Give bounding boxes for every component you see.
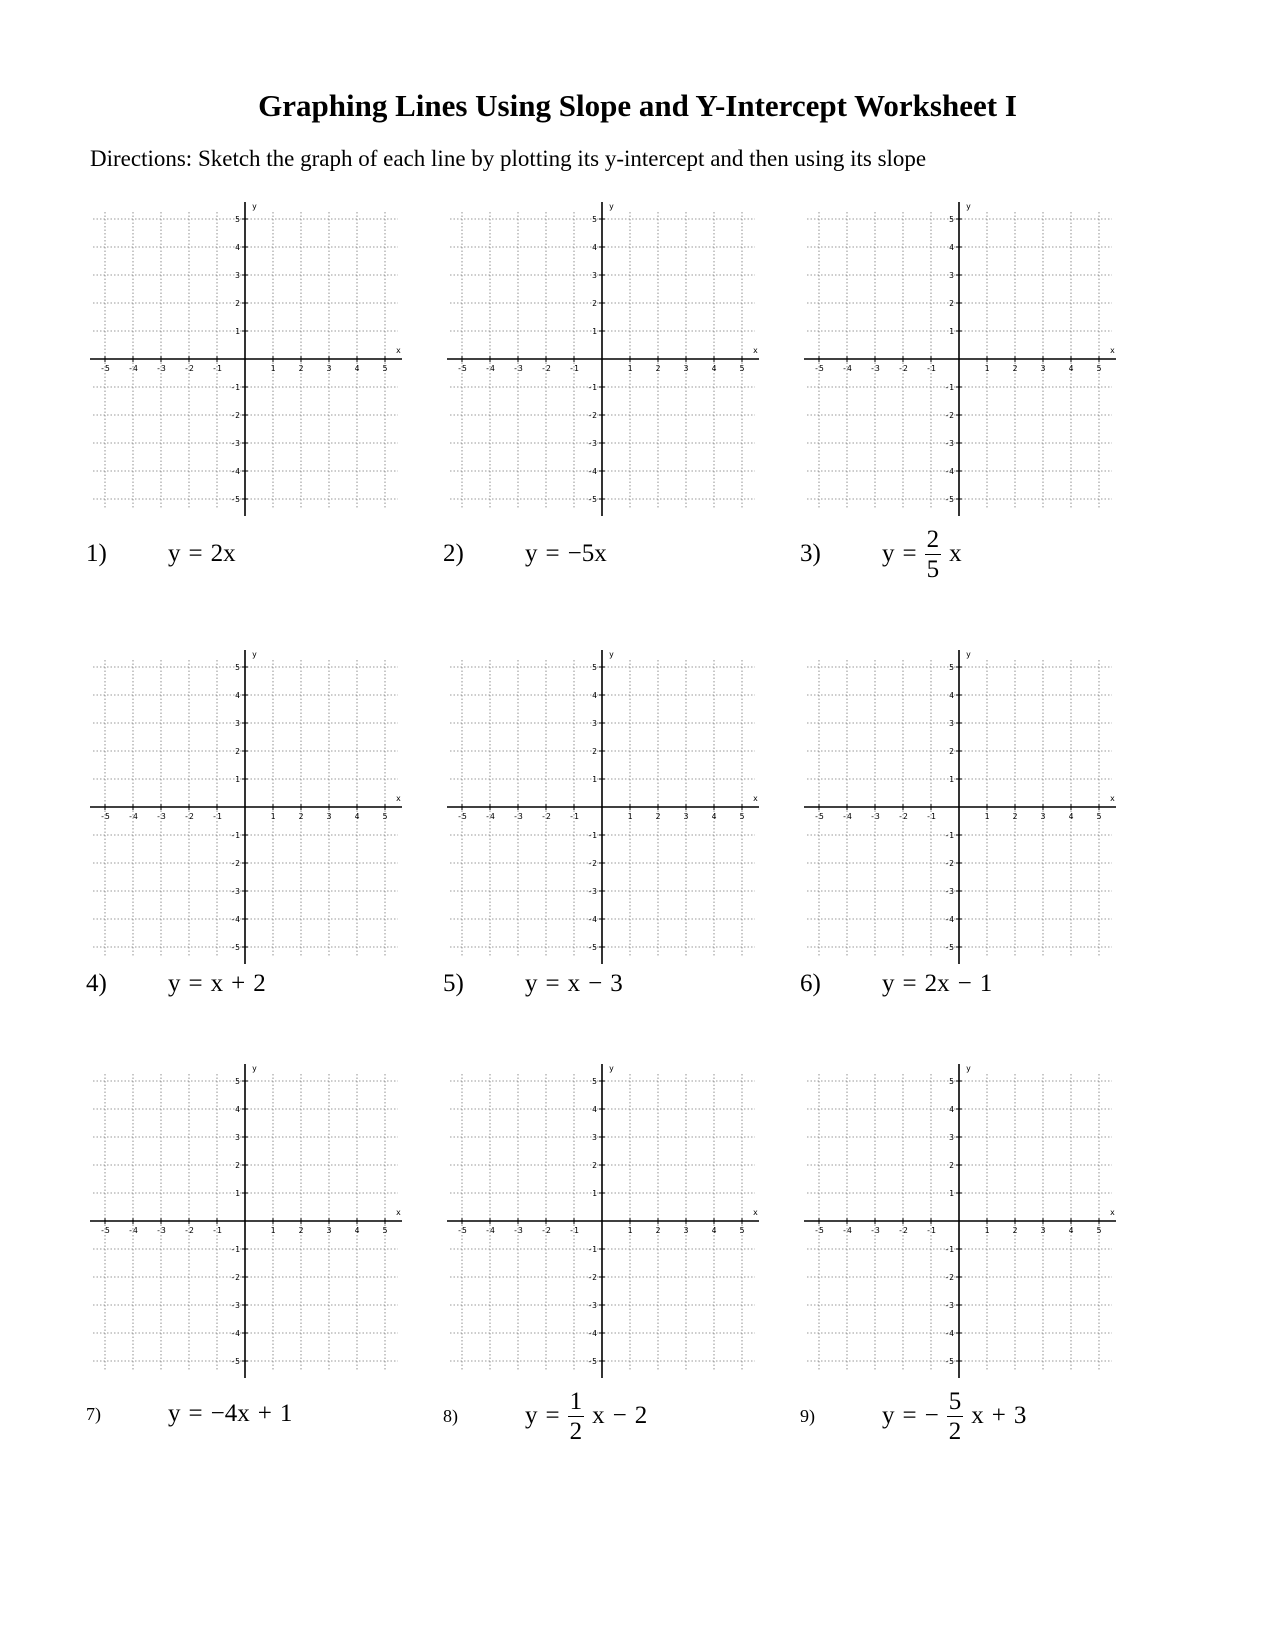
x-tick-label: -3 (513, 364, 523, 373)
y-tick-label: -1 (230, 831, 240, 840)
eq-operator: − (588, 970, 603, 997)
x-tick-label: -1 (926, 1226, 936, 1235)
x-tick-label: -4 (842, 364, 852, 373)
eq-sign: − (924, 1402, 939, 1429)
y-tick-label: 2 (592, 747, 597, 756)
worksheet-title: Graphing Lines Using Slope and Y-Intercept Worksheet I (258, 88, 1017, 123)
x-tick-label: 4 (1068, 364, 1074, 373)
x-tick-label: -3 (513, 1226, 523, 1235)
x-tick-label: -1 (569, 1226, 579, 1235)
x-tick-label: 2 (1012, 812, 1018, 821)
y-tick-label: -5 (230, 495, 240, 504)
x-tick-label: 4 (711, 812, 717, 821)
y-tick-label: 3 (949, 719, 954, 728)
y-axis-label: y (252, 202, 257, 211)
y-tick-label: -2 (587, 1273, 597, 1282)
eq-operator: + (991, 1402, 1006, 1429)
x-tick-label: 3 (326, 364, 332, 373)
x-tick-label: 4 (354, 364, 360, 373)
y-tick-label: -5 (944, 495, 954, 504)
y-tick-label: 1 (949, 1189, 954, 1198)
x-tick-label: -2 (184, 812, 194, 821)
problem (800, 1386, 1030, 1446)
equation (878, 970, 996, 998)
y-tick-label: 5 (592, 663, 597, 672)
y-axis-label: y (966, 1064, 971, 1073)
x-tick-label: -2 (541, 812, 551, 821)
y-tick-label: 1 (949, 775, 954, 784)
x-axis-label: x (396, 346, 401, 355)
eq-equals: = (902, 970, 917, 997)
y-tick-label: 5 (592, 1077, 597, 1086)
eq-operator: − (612, 1402, 627, 1429)
x-tick-label: -3 (156, 812, 166, 821)
eq-lhs: y (525, 540, 538, 567)
coordinate-grid (447, 648, 777, 978)
y-tick-label: 5 (949, 215, 954, 224)
x-tick-label: 1 (270, 812, 276, 821)
y-tick-label: -3 (944, 439, 954, 448)
y-tick-label: -4 (944, 467, 954, 476)
y-tick-label: 4 (949, 691, 954, 700)
x-tick-label: 3 (326, 812, 332, 821)
problem (86, 954, 270, 1014)
eq-equals: = (902, 1402, 917, 1429)
y-tick-label: -1 (587, 831, 597, 840)
x-tick-label: 3 (326, 1226, 332, 1235)
y-tick-label: 2 (235, 747, 240, 756)
x-tick-label: 5 (1096, 364, 1102, 373)
eq-equals: = (545, 1402, 560, 1429)
x-tick-label: -1 (212, 812, 222, 821)
y-tick-label: 4 (592, 1105, 597, 1114)
y-tick-label: 2 (235, 1161, 240, 1170)
y-tick-label: -2 (944, 411, 954, 420)
eq-lhs: y (882, 970, 895, 997)
y-tick-label: -2 (587, 411, 597, 420)
fraction-numerator: 2 (926, 525, 940, 553)
x-axis-label: x (396, 794, 401, 803)
x-tick-label: -5 (100, 1226, 110, 1235)
x-tick-label: -2 (541, 364, 551, 373)
y-axis-label: y (966, 650, 971, 659)
eq-term: x (210, 970, 224, 997)
problem-number: 7) (86, 1403, 101, 1424)
x-tick-label: 5 (739, 364, 745, 373)
grid-svg (804, 648, 1134, 978)
y-tick-label: -2 (230, 1273, 240, 1282)
x-tick-label: -5 (457, 364, 467, 373)
coordinate-grid (447, 200, 777, 530)
eq-term: x (567, 970, 581, 997)
x-tick-label: -4 (842, 812, 852, 821)
y-tick-label: 4 (235, 691, 240, 700)
fraction-denominator: 5 (926, 555, 940, 583)
eq-term: 2 (253, 970, 266, 997)
x-tick-label: -2 (184, 1226, 194, 1235)
x-tick-label: 4 (711, 1226, 717, 1235)
x-tick-label: 3 (683, 812, 689, 821)
x-tick-label: -1 (569, 812, 579, 821)
x-tick-label: -4 (485, 812, 495, 821)
x-tick-label: 2 (655, 812, 661, 821)
eq-term: 1 (979, 970, 993, 997)
x-tick-label: -5 (814, 364, 824, 373)
x-tick-label: 2 (1012, 1226, 1018, 1235)
x-tick-label: -1 (569, 364, 579, 373)
x-tick-label: 2 (298, 364, 304, 373)
y-tick-label: 2 (949, 1161, 954, 1170)
y-tick-label: -3 (230, 1301, 240, 1310)
x-axis-label: x (1110, 794, 1115, 803)
y-tick-label: 4 (235, 243, 240, 252)
x-tick-label: -3 (156, 364, 166, 373)
y-tick-label: -2 (944, 1273, 954, 1282)
x-tick-label: -1 (926, 812, 936, 821)
equation (164, 540, 240, 568)
eq-lhs: y (882, 540, 895, 567)
x-tick-label: 3 (1040, 812, 1046, 821)
problem-number: 1) (86, 540, 107, 567)
y-tick-label: -1 (587, 383, 597, 392)
eq-term: 3 (1013, 1402, 1027, 1429)
y-tick-label: 2 (592, 299, 597, 308)
x-tick-label: -2 (541, 1226, 551, 1235)
problem (800, 524, 966, 584)
y-tick-label: -4 (944, 915, 954, 924)
x-tick-label: 1 (984, 1226, 990, 1235)
x-tick-label: -5 (100, 364, 110, 373)
x-tick-label: -2 (184, 364, 194, 373)
eq-lhs: y (168, 1400, 181, 1427)
x-tick-label: -4 (485, 364, 495, 373)
fraction-numerator: 1 (569, 1387, 583, 1415)
y-tick-label: 4 (235, 1105, 240, 1114)
y-tick-label: 1 (235, 327, 240, 336)
grid-svg (447, 1062, 777, 1392)
y-tick-label: 2 (592, 1161, 597, 1170)
y-tick-label: 5 (592, 215, 597, 224)
y-tick-label: 2 (235, 299, 240, 308)
x-tick-label: 1 (627, 812, 633, 821)
y-tick-label: 3 (592, 719, 597, 728)
y-tick-label: -5 (587, 1357, 597, 1366)
y-tick-label: 5 (235, 215, 240, 224)
x-tick-label: 1 (627, 364, 633, 373)
x-tick-label: 5 (739, 812, 745, 821)
equation (878, 527, 966, 582)
grid-svg (804, 1062, 1134, 1392)
y-tick-label: -2 (587, 859, 597, 868)
x-tick-label: 2 (655, 1226, 661, 1235)
x-tick-label: 3 (683, 364, 689, 373)
y-tick-label: -2 (230, 411, 240, 420)
y-tick-label: 1 (592, 775, 597, 784)
y-tick-label: -3 (944, 1301, 954, 1310)
eq-equals: = (545, 970, 560, 997)
x-tick-label: 5 (1096, 1226, 1102, 1235)
equation (521, 970, 627, 998)
x-tick-label: 4 (711, 364, 717, 373)
problem (443, 1386, 651, 1446)
problem-number: 9) (800, 1405, 815, 1426)
fraction-numerator: 5 (948, 1387, 962, 1415)
fraction-denominator: 2 (948, 1417, 962, 1445)
problem (443, 954, 627, 1014)
x-tick-label: -2 (898, 812, 908, 821)
x-tick-label: 4 (354, 1226, 360, 1235)
y-tick-label: 3 (949, 1133, 954, 1142)
y-tick-label: 3 (235, 271, 240, 280)
x-tick-label: 4 (1068, 812, 1074, 821)
y-tick-label: 2 (949, 299, 954, 308)
grid-svg (90, 1062, 420, 1392)
y-tick-label: -3 (230, 887, 240, 896)
eq-equals: = (188, 540, 203, 567)
problem-number: 8) (443, 1405, 458, 1426)
x-tick-label: 4 (354, 812, 360, 821)
y-tick-label: -4 (944, 1329, 954, 1338)
y-tick-label: -3 (587, 439, 597, 448)
equation (521, 1389, 651, 1444)
x-tick-label: -2 (898, 1226, 908, 1235)
problem-number: 6) (800, 970, 821, 997)
y-tick-label: -3 (587, 1301, 597, 1310)
x-tick-label: -1 (926, 364, 936, 373)
coordinate-grid (90, 1062, 420, 1392)
x-tick-label: -1 (212, 1226, 222, 1235)
y-tick-label: 3 (235, 1133, 240, 1142)
x-tick-label: -5 (100, 812, 110, 821)
eq-operator: + (257, 1400, 272, 1427)
coordinate-grid (90, 648, 420, 978)
x-tick-label: 5 (1096, 812, 1102, 821)
x-tick-label: 2 (298, 1226, 304, 1235)
coordinate-grid (804, 200, 1134, 530)
eq-term: x (949, 540, 962, 567)
y-tick-label: 1 (592, 327, 597, 336)
x-tick-label: -3 (513, 812, 523, 821)
equation (164, 970, 270, 998)
eq-term: 2x (210, 540, 236, 567)
x-axis-label: x (753, 794, 758, 803)
eq-lhs: y (525, 970, 538, 997)
problem (86, 524, 240, 584)
y-tick-label: -1 (230, 1245, 240, 1254)
y-axis-label: y (252, 650, 257, 659)
problem-number: 5) (443, 970, 464, 997)
fraction-denominator: 2 (569, 1417, 583, 1445)
eq-equals: = (545, 540, 560, 567)
x-tick-label: -1 (212, 364, 222, 373)
y-tick-label: 3 (592, 1133, 597, 1142)
y-tick-label: 5 (235, 1077, 240, 1086)
y-tick-label: 2 (949, 747, 954, 756)
y-tick-label: -5 (230, 1357, 240, 1366)
x-tick-label: 2 (298, 812, 304, 821)
x-tick-label: 4 (1068, 1226, 1074, 1235)
y-axis-label: y (609, 202, 614, 211)
coordinate-grid (447, 1062, 777, 1392)
coordinate-grid (804, 648, 1134, 978)
y-tick-label: -2 (230, 859, 240, 868)
x-axis-label: x (396, 1208, 401, 1217)
x-tick-label: 2 (655, 364, 661, 373)
x-axis-label: x (1110, 1208, 1115, 1217)
eq-equals: = (902, 540, 917, 567)
eq-operator: − (957, 970, 972, 997)
y-tick-label: 4 (592, 691, 597, 700)
y-tick-label: -5 (587, 943, 597, 952)
x-tick-label: -4 (128, 1226, 138, 1235)
x-tick-label: -2 (898, 364, 908, 373)
eq-term: −4x (210, 1400, 250, 1427)
y-axis-label: y (252, 1064, 257, 1073)
x-tick-label: 5 (382, 812, 388, 821)
eq-equals: = (188, 1400, 203, 1427)
eq-term: 1 (279, 1400, 293, 1427)
fraction (568, 1389, 585, 1444)
x-tick-label: 3 (1040, 364, 1046, 373)
x-tick-label: -5 (814, 1226, 824, 1235)
x-tick-label: -3 (870, 1226, 880, 1235)
y-tick-label: -3 (944, 887, 954, 896)
x-tick-label: 3 (1040, 1226, 1046, 1235)
y-tick-label: 4 (592, 243, 597, 252)
y-tick-label: 1 (235, 775, 240, 784)
eq-term: 3 (610, 970, 623, 997)
y-tick-label: -4 (587, 915, 597, 924)
grid-svg (804, 200, 1134, 530)
x-tick-label: -3 (870, 364, 880, 373)
y-tick-label: -1 (944, 1245, 954, 1254)
y-tick-label: -1 (944, 383, 954, 392)
y-axis-label: y (609, 650, 614, 659)
x-tick-label: -3 (156, 1226, 166, 1235)
y-tick-label: 5 (949, 1077, 954, 1086)
y-tick-label: -1 (230, 383, 240, 392)
equation (521, 540, 611, 568)
y-axis-label: y (609, 1064, 614, 1073)
y-axis-label: y (966, 202, 971, 211)
problem (443, 524, 611, 584)
x-tick-label: 1 (984, 364, 990, 373)
eq-equals: = (188, 970, 203, 997)
eq-term: x (971, 1402, 984, 1429)
eq-operator: + (231, 970, 246, 997)
directions-text: Directions: Sketch the graph of each line by plotting its y-intercept and then using its slope (90, 146, 927, 171)
grid-svg (447, 200, 777, 530)
eq-term: x (592, 1402, 605, 1429)
problem-number: 2) (443, 540, 464, 567)
grid-svg (90, 648, 420, 978)
x-tick-label: -5 (457, 812, 467, 821)
eq-term: 2 (634, 1402, 648, 1429)
y-tick-label: -2 (944, 859, 954, 868)
x-tick-label: -4 (842, 1226, 852, 1235)
grid-svg (447, 648, 777, 978)
y-tick-label: 1 (592, 1189, 597, 1198)
x-tick-label: 1 (627, 1226, 633, 1235)
problem (86, 1384, 296, 1444)
y-tick-label: -4 (230, 467, 240, 476)
y-tick-label: -5 (944, 1357, 954, 1366)
y-tick-label: -1 (587, 1245, 597, 1254)
y-tick-label: -4 (587, 1329, 597, 1338)
y-tick-label: 3 (949, 271, 954, 280)
x-tick-label: -4 (485, 1226, 495, 1235)
eq-lhs: y (168, 970, 181, 997)
y-tick-label: -1 (944, 831, 954, 840)
fraction (947, 1389, 964, 1444)
y-tick-label: -5 (230, 943, 240, 952)
coordinate-grid (90, 200, 420, 530)
grid-svg (90, 200, 420, 530)
x-tick-label: 3 (683, 1226, 689, 1235)
x-tick-label: 1 (984, 812, 990, 821)
x-tick-label: 1 (270, 1226, 276, 1235)
problem-number: 3) (800, 540, 821, 567)
y-tick-label: -5 (587, 495, 597, 504)
eq-lhs: y (525, 1402, 538, 1429)
x-axis-label: x (753, 346, 758, 355)
eq-lhs: y (168, 540, 181, 567)
x-tick-label: 5 (382, 364, 388, 373)
y-tick-label: -4 (587, 467, 597, 476)
x-axis-label: x (753, 1208, 758, 1217)
y-tick-label: 1 (235, 1189, 240, 1198)
x-tick-label: -3 (870, 812, 880, 821)
x-tick-label: 2 (1012, 364, 1018, 373)
y-tick-label: -4 (230, 915, 240, 924)
y-tick-label: 1 (949, 327, 954, 336)
x-tick-label: -4 (128, 812, 138, 821)
coordinate-grid (804, 1062, 1134, 1392)
equation (878, 1389, 1030, 1444)
y-tick-label: 3 (235, 719, 240, 728)
y-tick-label: -5 (944, 943, 954, 952)
y-tick-label: 5 (235, 663, 240, 672)
y-tick-label: 4 (949, 1105, 954, 1114)
x-tick-label: -5 (457, 1226, 467, 1235)
y-tick-label: -3 (587, 887, 597, 896)
eq-term: 2x (924, 970, 950, 997)
x-axis-label: x (1110, 346, 1115, 355)
y-tick-label: 5 (949, 663, 954, 672)
equation (164, 1400, 296, 1428)
x-tick-label: -4 (128, 364, 138, 373)
x-tick-label: -5 (814, 812, 824, 821)
x-tick-label: 5 (739, 1226, 745, 1235)
eq-term: −5x (567, 540, 607, 567)
fraction (925, 527, 942, 582)
x-tick-label: 1 (270, 364, 276, 373)
problem (800, 954, 996, 1014)
problem-number: 4) (86, 970, 107, 997)
y-tick-label: 3 (592, 271, 597, 280)
y-tick-label: -3 (230, 439, 240, 448)
y-tick-label: 4 (949, 243, 954, 252)
eq-lhs: y (882, 1402, 895, 1429)
x-tick-label: 5 (382, 1226, 388, 1235)
y-tick-label: -4 (230, 1329, 240, 1338)
